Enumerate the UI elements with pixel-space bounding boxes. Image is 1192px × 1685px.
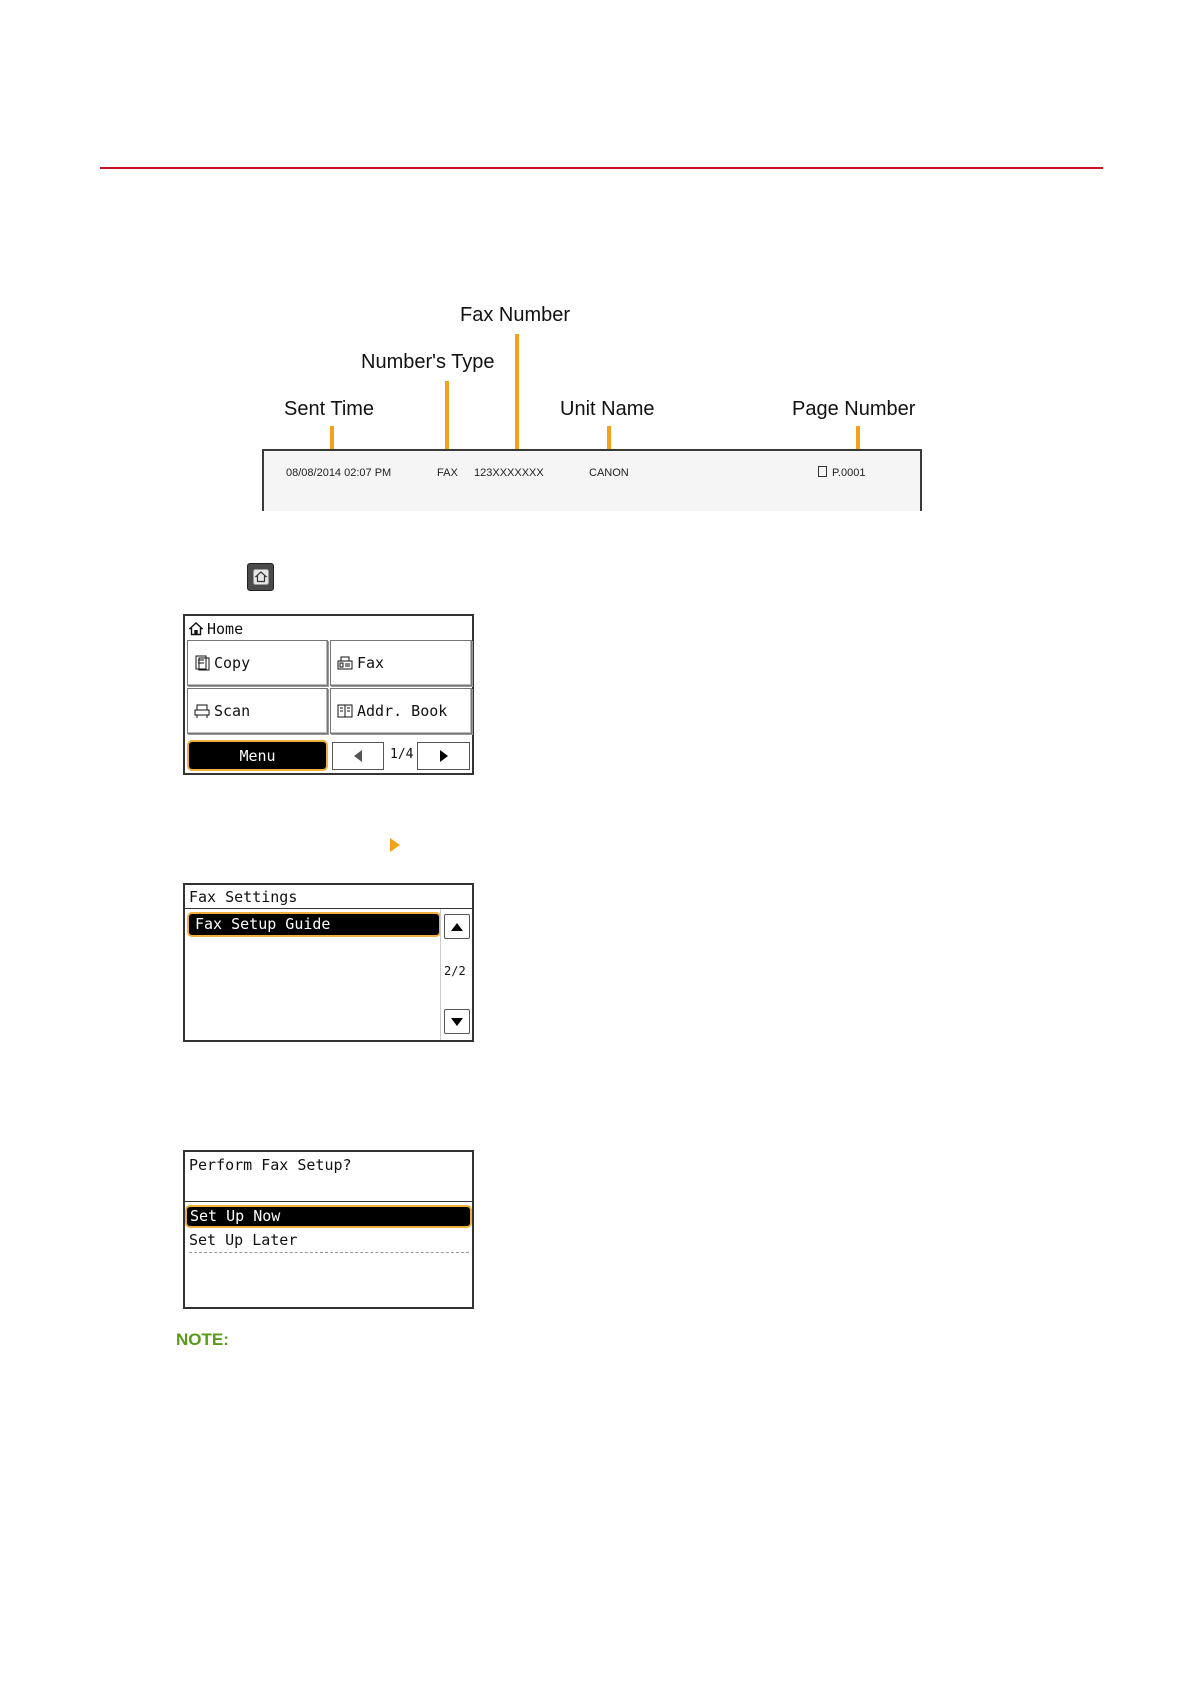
- scan-icon: [194, 703, 210, 719]
- scroll-up-button[interactable]: [444, 914, 470, 939]
- fax-label: Fax: [357, 654, 385, 672]
- scan-label: Scan: [214, 702, 251, 720]
- strip-page: P.0001: [832, 467, 866, 479]
- home-key-icon: [247, 563, 274, 591]
- label-page-number: Page Number: [792, 398, 916, 420]
- fax-settings-lcd: [183, 883, 474, 1042]
- scroll-down-button[interactable]: [444, 1009, 470, 1034]
- leader-line-fax-number: [515, 334, 519, 458]
- down-arrow-icon: [450, 1017, 464, 1027]
- prev-page-button[interactable]: [332, 742, 384, 770]
- strip-unit-name: CANON: [589, 467, 629, 479]
- addr-book-label: Addr. Book: [357, 702, 448, 720]
- menu-button[interactable]: Menu: [189, 742, 326, 769]
- step-arrow-icon: [389, 837, 401, 853]
- set-up-later-option[interactable]: Set Up Later: [189, 1231, 469, 1253]
- fax-icon: [337, 655, 353, 671]
- strip-fax-number: 123XXXXXXX: [474, 467, 544, 479]
- addr-book-tile[interactable]: [330, 688, 472, 734]
- copy-label: Copy: [214, 654, 251, 672]
- fax-tile[interactable]: [330, 640, 472, 686]
- fax-header-diagram: [0, 0, 1192, 520]
- fax-setup-header: [185, 1152, 472, 1202]
- fax-settings-title: Fax Settings: [189, 888, 298, 906]
- scan-tile[interactable]: [187, 688, 328, 734]
- copy-icon: [194, 655, 210, 671]
- label-unit-name: Unit Name: [560, 398, 655, 420]
- home-screen-title: Home: [207, 620, 244, 638]
- fax-setup-title: Perform Fax Setup?: [189, 1156, 352, 1174]
- strip-sent-time: 08/08/2014 02:07 PM: [286, 467, 392, 479]
- note-label: NOTE:: [176, 1330, 229, 1349]
- right-arrow-icon: [439, 749, 449, 763]
- page-icon: [818, 466, 827, 477]
- home-page-indicator: 1/4: [390, 747, 414, 762]
- copy-tile[interactable]: [187, 640, 328, 686]
- label-sent-time: Sent Time: [284, 398, 375, 420]
- next-page-button[interactable]: [417, 742, 470, 770]
- label-fax-number: Fax Number: [460, 304, 571, 326]
- fax-settings-header: [185, 885, 472, 909]
- scrollbar[interactable]: [440, 909, 472, 1040]
- label-numbers-type: Number's Type: [361, 351, 495, 373]
- fax-settings-page-indicator: 2/2: [444, 964, 466, 978]
- up-arrow-icon: [450, 922, 464, 932]
- home-icon: [189, 622, 203, 636]
- left-arrow-icon: [353, 749, 363, 763]
- home-screen-lcd: [183, 614, 474, 775]
- strip-type: FAX: [437, 467, 458, 479]
- home-screen-header: [189, 620, 243, 638]
- leader-line-numbers-type: [445, 381, 449, 458]
- fax-setup-lcd: [183, 1150, 474, 1309]
- fax-setup-guide-item[interactable]: Fax Setup Guide: [189, 914, 439, 935]
- fax-header-strip: [262, 449, 922, 511]
- set-up-now-option[interactable]: Set Up Now: [187, 1207, 470, 1226]
- address-book-icon: [337, 703, 353, 719]
